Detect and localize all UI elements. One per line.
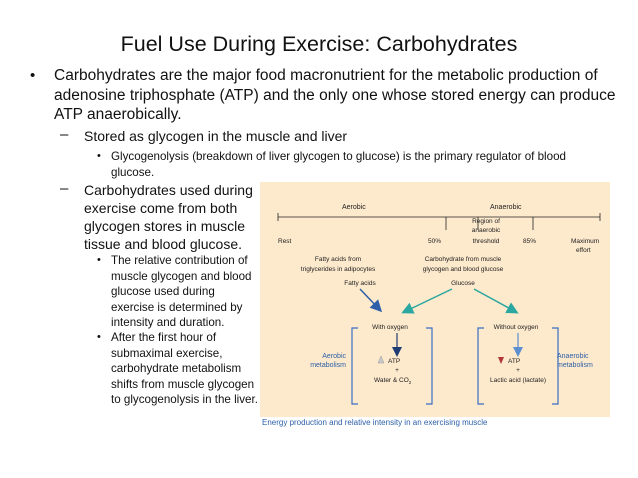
label-threshold: threshold [472,238,500,245]
detail-first-hour: After the first hour of submaximal exercise, carbohydrate metabolism shifts from muscle glycogen to glycogenolysis in the liver. [111,331,258,406]
label-ch-source2: glycogen and blood glucose [422,266,504,273]
label-50pct: 50% [428,238,442,245]
bullet-marker: • [30,67,36,84]
label-anaerobic-met2: metabolism [557,362,593,369]
label-aerobic-met2: metabolism [310,362,346,369]
slide-title: Fuel Use During Exercise: Carbohydrates [120,32,518,56]
label-85pct: 85% [523,238,537,245]
bullet-marker: • [97,331,101,343]
energy-figure [260,182,610,417]
label-without-oxygen: Without oxygen [493,324,539,331]
sub-bullet-glycogen: Stored as glycogen in the muscle and liver [84,128,348,144]
aerobic-bracket [352,328,358,404]
label-plus-anaerobic: + [516,367,520,374]
bullet-marker: • [97,254,101,266]
arrow-fatty-to-oxygen [360,289,380,310]
anaerobic-bracket [478,328,484,404]
label-glucose: Glucose [451,280,475,287]
label-fa-source2: triglycerides in adipocytes [300,266,376,273]
bullet-marker: • [97,150,101,162]
aerobic-arrowhead [392,347,402,357]
label-maximum: Maximum [571,238,600,245]
label-effort: effort [576,247,591,254]
figure-caption: Energy production and relative intensity in an exercising muscle [262,418,488,427]
detail-intensity: The relative contribution of muscle glycogen and blood glucose used during exercise is determined by intensity and duration. [111,254,252,329]
label-region1: Region of [472,218,500,225]
label-ch-source1: Carbohydrate from muscle [424,256,502,263]
label-fatty-acids: Fatty acids [344,280,376,287]
label-lactic-acid: Lactic acid (lactate) [490,377,546,384]
label-anaerobic-met1: Anaerobic [557,353,589,360]
dash-marker: – [60,126,69,143]
anaerobic-arrowhead [513,347,523,357]
atp-icon [378,356,384,363]
label-fa-source1: Fatty acids from [314,256,362,263]
arrow-glucose-to-anaerobic [474,289,516,312]
sub-bullet-sources: Carbohydrates used during exercise come from both glycogen stores in muscle tissue and blood glucose. [84,182,253,252]
detail-glycogenolysis: Glycogenolysis (breakdown of liver glycogen to glucose) is the primary regulator of blood glucose. [111,150,566,179]
label-aerobic-met1: Aerobic [322,353,346,360]
label-aerobic: Aerobic [342,204,366,211]
label-water-co2: Water & $CO_2$ [374,377,412,385]
label-rest: Rest [278,238,292,245]
energy-diagram [260,182,610,417]
main-bullet: Carbohydrates are the major food macronutrient for the metabolic production of adenosine triphosphate (ATP) and the only one whose stored energy can produce ATP anaerobically. [54,67,616,123]
atp-anaerobic-icon [498,357,504,364]
label-plus-aerobic: + [395,367,399,374]
label-anaerobic: Anaerobic [490,204,522,211]
label-atp-anaerobic: ATP [508,358,521,365]
label-region2: anaerobic [471,227,501,234]
dash-marker: – [60,180,69,197]
arrow-glucose-to-oxygen [404,289,452,312]
label-with-oxygen: With oxygen [372,324,408,331]
label-atp-aerobic: ATP [388,358,401,365]
